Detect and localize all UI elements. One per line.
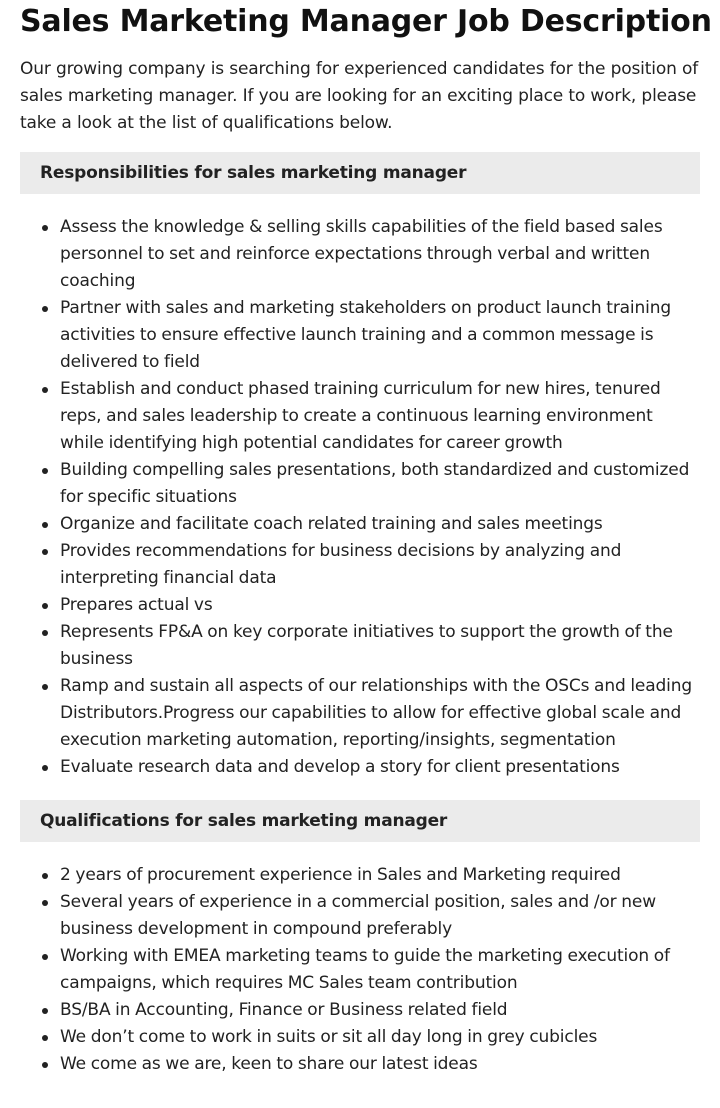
list-item: Assess the knowledge & selling skills capabilities of the field based sales personnel to set and reinforce expectations through verbal and written coaching (60, 214, 700, 295)
list-item: Several years of experience in a commercial position, sales and /or new business development in compound preferably (60, 889, 700, 943)
page-title: Sales Marketing Manager Job Description (20, 4, 712, 39)
list-item: Partner with sales and marketing stakeholders on product launch training activities to ensure effective launch training and a common message is delivered to field (60, 295, 700, 376)
list-item: We come as we are, keen to share our latest ideas (60, 1051, 700, 1078)
list-item: We don’t come to work in suits or sit all day long in grey cubicles (60, 1024, 700, 1051)
list-item: BS/BA in Accounting, Finance or Business related field (60, 997, 700, 1024)
qualifications-heading: Qualifications for sales marketing manager (20, 800, 700, 842)
qualifications-list (20, 862, 700, 1078)
list-item: Establish and conduct phased training curriculum for new hires, tenured reps, and sales leadership to create a continuous learning environment while identifying high potential candidates for career growth (60, 376, 700, 457)
intro-paragraph: Our growing company is searching for experienced candidates for the position of sales marketing manager. If you are looking for an exciting place to work, please take a look at the list of qualifications below. (20, 59, 699, 133)
list-item: Working with EMEA marketing teams to guide the marketing execution of campaigns, which requires MC Sales team contribution (60, 943, 700, 997)
list-item: Represents FP&A on key corporate initiatives to support the growth of the business (60, 619, 700, 673)
responsibilities-heading: Responsibilities for sales marketing manager (20, 152, 700, 194)
list-item: Ramp and sustain all aspects of our relationships with the OSCs and leading Distributors.Progress our capabilities to allow for effective global scale and execution marketing automation, reporting/insights, segmentation (60, 673, 700, 754)
list-item: Organize and facilitate coach related training and sales meetings (60, 511, 700, 538)
list-item: Evaluate research data and develop a story for client presentations (60, 754, 700, 781)
list-item: Prepares actual vs (60, 592, 700, 619)
list-item: Provides recommendations for business decisions by analyzing and interpreting financial data (60, 538, 700, 592)
responsibilities-list (20, 214, 700, 781)
list-item: 2 years of procurement experience in Sales and Marketing required (60, 862, 700, 889)
list-item: Building compelling sales presentations, both standardized and customized for specific situations (60, 457, 700, 511)
